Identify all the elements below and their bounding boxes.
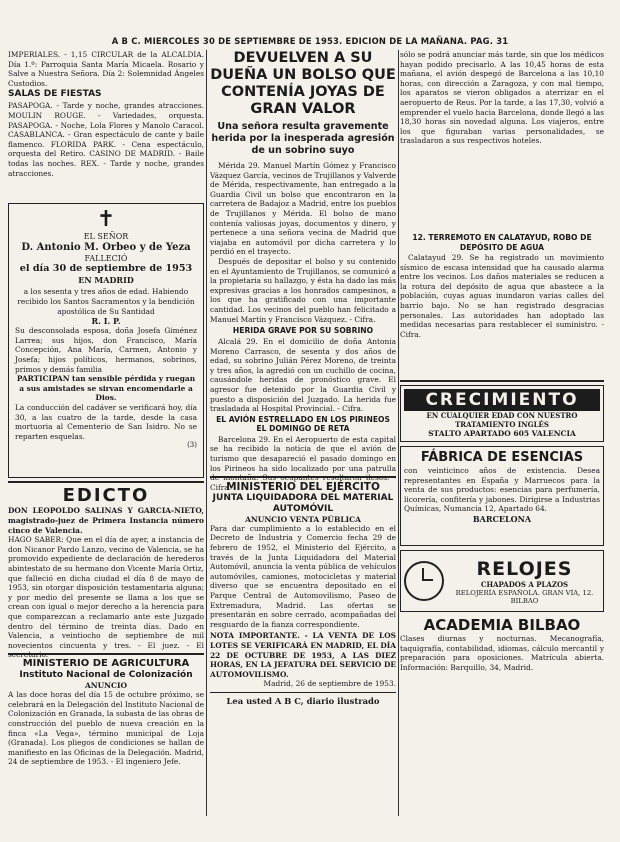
article-body: Después de depositar el bolso y su contenido en el Ayuntamiento de Trujillanos, se comunicó a la propietaria su hallazgo, y ésta ha dado las más expresivas gracias a los honrados campesinos, a los que ha gratificado con una importante cantidad. Los vecinos del pueblo han felicitado a Manuel Martín y Francisco Vázquez. - Cifra. xyxy=(210,256,396,324)
edicto-title: EDICTO xyxy=(62,485,150,507)
obituary-place: EN MADRID xyxy=(78,275,134,286)
ad-academia-body: Clases diurnas y nocturnas. Mecanografía, taquigrafía, contabilidad, idiomas, cálculo mercantil y preparación para oposiciones. Matrícula abierta. Información: Barquillo, 34, Madrid. xyxy=(400,634,604,672)
cross-icon: ✝ xyxy=(96,207,116,233)
article-headline: DEVUELVEN A SU DUEÑA UN BOLSO QUE CONTENÍA JOYAS DE GRAN VALOR xyxy=(210,50,396,117)
ad-sub: CHAPADOS A PLAZOS xyxy=(480,579,569,589)
ejercito-date: Madrid, 26 de septiembre de 1953. xyxy=(263,679,396,689)
obituary-line: FALLECIÓ xyxy=(84,254,128,264)
ad-crecimiento xyxy=(400,385,604,442)
ejercito-sub: JUNTA LIQUIDADORA DEL MATERIAL AUTOMÓVIL xyxy=(212,492,394,514)
obituary-ref: (3) xyxy=(187,441,197,450)
agri-sub: Instituto Nacional de Colonización xyxy=(19,670,193,681)
ejercito-body: Para dar cumplimiento a lo establecido en el Decreto de Industria y Comercio fecha 29 de febrero de 1952, el Ministerio del Ejército, a través de la Junta Liquidadora del Material Automóvil, anuncia la venta pública de vehículos automóviles, camiones, motocicletas y material diverso que se encuentra depositado en el Parque Central de Automovilismo, Paseo de Extremadura, Madrid. Las ofertas se presentarán en sobre cerrado, acompañadas del resguardo de la fianza correspondiente. xyxy=(210,523,396,629)
edicto-sub: DON LEOPOLDO SALINAS Y GARCIA-NIETO, magistrado-juez de Primera Instancia número cinco de Valencia. xyxy=(8,506,204,535)
article-body: Alcalá 29. En el domicilio de doña Antonia Moreno Carrasco, de sesenta y dos años de edad, su sobrino Julián Pérez Moreno, de treinta y tres años, la agredió con un cuchillo de cocina, causándole heridas de pronóstico grave. El agresor fue detenido por la Guardia Civil y puesto a disposición del Juzgado. La herida fue trasladada al Hospital Provincial. - Cifra. xyxy=(210,337,396,414)
obituary-rip: R. I. P. xyxy=(91,316,121,327)
ad-esencias xyxy=(400,446,604,546)
ejercito-title: MINISTERIO DEL EJÉRCITO xyxy=(226,480,380,493)
obituary-burial: La conducción del cadáver se verificará hoy, día 30, a las cuatro de la tarde, desde la casa mortuoria al Cementerio de San Isidro. No se reparten esquelas. xyxy=(15,402,197,441)
ad-city: BARCELONA xyxy=(472,513,532,524)
ad-body: con veinticinco años de existencia. Desea representantes en España y Marruecos para la venta de sus productos: esencias para perfumería, licorería, confitería y jabones. Dirigirse a Industrias Químicas, Numancia 12, Apartado 64. xyxy=(404,466,600,514)
ad-relojes xyxy=(400,550,604,612)
column-divider xyxy=(206,50,207,816)
obituary-body: a los sesenta y tres años de edad. Habiendo recibido los Santos Sacramentos y la bendición apostólica de Su Santidad xyxy=(17,287,195,316)
ejercito-nota: NOTA IMPORTANTE. - LA VENTA DE LOS LOTES SE VERIFICARÁ EN MADRID, EL DÍA 22 DE OCTUBRE DE 1953, A LAS DIEZ HORAS, EN LA JEFATURA DEL SERVICIO DE AUTOMOVILISMO. xyxy=(210,631,396,679)
column-left xyxy=(8,50,204,800)
column-divider xyxy=(398,50,399,816)
ad-line: STALTO APARTADO 605 VALENCIA xyxy=(428,429,576,438)
obituary-notice xyxy=(8,203,204,478)
article-subhead: Una señora resulta gravemente herida por la inesperada agresión de un sobrino suyo xyxy=(211,121,395,156)
article-subtitle: EL AVIÓN ESTRELLADO EN LOS PIRINEOS EL DOMINGO DE RETA xyxy=(216,414,390,434)
obituary-date: el día 30 de septiembre de 1953 xyxy=(19,263,193,275)
listings-text: PASAPOGA. - Tarde y noche, grandes atracciones. MOULIN ROUGE. - Variedades, orquesta. PASAPOGA. - Noche, Lola Flores y Manolo Caracol. CASABLANCA. - Gran espectáculo de cante y baile flamenco. FLORIDA PARK. - Cena espectáculo, orquesta del Retiro. CASINO DE MADRID. - Baile todas las noches. REX. - Tarde y noche, grandes atracciones. xyxy=(8,101,204,178)
ad-title: FÁBRICA DE ESENCIAS xyxy=(420,450,584,465)
article-subtitle: HERIDA GRAVE POR SU SOBRINO xyxy=(232,326,374,336)
agri-anuncio: ANUNCIO xyxy=(84,681,128,691)
listings-text: IMPERIALES. - 1,15 CIRCULAR de la ALCALDIA. Día 1.º: Parroquia Santa María Micaela. Rosario y Salve a Nuestra Señora. Día 2: Solemnidad Ángeles Custodios. xyxy=(8,50,204,88)
ejercito-anuncio: ANUNCIO VENTA PÚBLICA xyxy=(245,514,361,524)
agri-body: A las doce horas del día 15 de octubre próximo, se celebrará en la Delegación del Instituto Nacional de Colonización en Granada, la subasta de las obras de construcción del pueblo de nueva creación en la finca «La Vega», término municipal de Loja (Granada). Los pliegos de condiciones se hallan de manifiesto en las Oficinas de la Delegación. Madrid, 24 de septiembre de 1953. - El ingeniero Jefe. xyxy=(8,690,204,767)
ad-academia-title: ACADEMIA BILBAO xyxy=(423,616,581,634)
ad-title: RELOJES xyxy=(476,557,573,580)
article-body: Calatayud 29. Se ha registrado un movimiento sísmico de escasa intensidad que ha causado alarma entre los vecinos. Los daños materiales se reducen a la rotura del depósito de agua que abastece a la población, cuyas aguas inundaron varias calles del barrio bajo. No se han registrado desgracias personales. Las autoridades han adoptado las medidas necesarias para restablecer el suministro. - Cifra. xyxy=(400,253,604,339)
agri-title: MINISTERIO DE AGRICULTURA xyxy=(22,658,190,670)
lea-abc: Lea usted A B C, diario ilustrado xyxy=(226,695,380,706)
edicto-body: HAGO SABER: Que en el día de ayer, a instancia de don Nicanor Pardo Lanzo, vecino de Valencia, se ha promovido expediente de declaración de herederos abintestato de su hermano don Vicente María Ortiz, que falleció en dicha ciudad el día 8 de mayo de 1953, sin otorgar disposición testamentaria alguna; y por medio del presente se llama a los que se crean con igual o mejor derecho a la herencia para que comparezcan a reclamarlo ante este Juzgado dentro del término de treinta días. Dado en Valencia, a veintiocho de septiembre de mil novecientos cincuenta y tres. - El juez. - El secretario. xyxy=(8,535,204,660)
column-right xyxy=(400,50,604,694)
article-body: Barcelona 29. En el Aeropuerto de esta capital se ha recibido la noticia de que el avión de turismo que desapareció el pasado domingo en los Pirineos ha sido localizado por una patrulla de montaña. Sus ocupantes resultaron ilesos. - Cifra. xyxy=(210,434,396,492)
clock-icon xyxy=(404,561,444,601)
article-body: sólo se podrá anunciar más tarde, sin que los médicos hayan podido precisarlo. A las 10,45 horas de esta mañana, el avión despegó de Barcelona a las 10,10 horas, con dirección a Zaragoza, y con mal tiempo, los aparatos se vieron obligados a aterrizar en el aeropuerto de Reus. Por la tarde, a las 17,30, volvió a emprender el vuelo hacia Barcelona, donde llegó a las 18,30 horas sin novedad alguna. Los viajeros, entre los que figuraban varias personalidades, se trasladaron a sus respectivos hoteles. xyxy=(400,50,604,146)
obituary-participate: PARTICIPAN tan sensible pérdida y ruegan a sus amistades se sirvan encomendarle a Dios. xyxy=(16,374,196,403)
obituary-family: Su desconsolada esposa, doña Josefa Giménez Larrea; sus hijos, don Francisco, María Concepción, Ana María, Carmen, Antonio y Josefa; hijos políticos, hermanos, sobrinos, primos y demás familia xyxy=(15,326,197,374)
article-body: Mérida 29. Manuel Martín Gómez y Francisco Vázquez García, vecinos de Trujillanos y Valverde de Mérida, respectivamente, han entregado a la Guardia Civil un bolso que encontraron en la carretera de Badajoz a Madrid, entre los pueblos de Trujillanos y Mérida. El bolso de mano contenía valiosas joyas, documentos y dinero, y pertenece a una señora vecina de Madrid que viajaba en automóvil por dicha carretera y lo perdió en el trayecto. xyxy=(210,161,396,257)
ad-sub: EN CUALQUIER EDAD CON NUESTRO TRATAMIENTO INGLÉS xyxy=(426,411,578,429)
page-header: A B C. MIERCOLES 30 DE SEPTIEMBRE DE 1953. EDICION DE LA MAÑANA. PAG. 31 xyxy=(111,36,509,46)
column-middle xyxy=(210,50,396,706)
section-title: SALAS DE FIESTAS xyxy=(8,89,102,100)
ad-title: CRECIMIENTO xyxy=(404,389,600,411)
ad-line: RELOJERÍA ESPAÑOLA. GRAN VÍA, 12. BILBAO xyxy=(455,588,594,605)
obituary-line: EL SEÑOR xyxy=(83,232,129,242)
article-subtitle: 12. TERREMOTO EN CALATAYUD, ROBO DE DEPÓSITO DE AGUA xyxy=(412,233,592,252)
obituary-name: D. Antonio M. Orbeo y de Yeza xyxy=(21,242,191,254)
